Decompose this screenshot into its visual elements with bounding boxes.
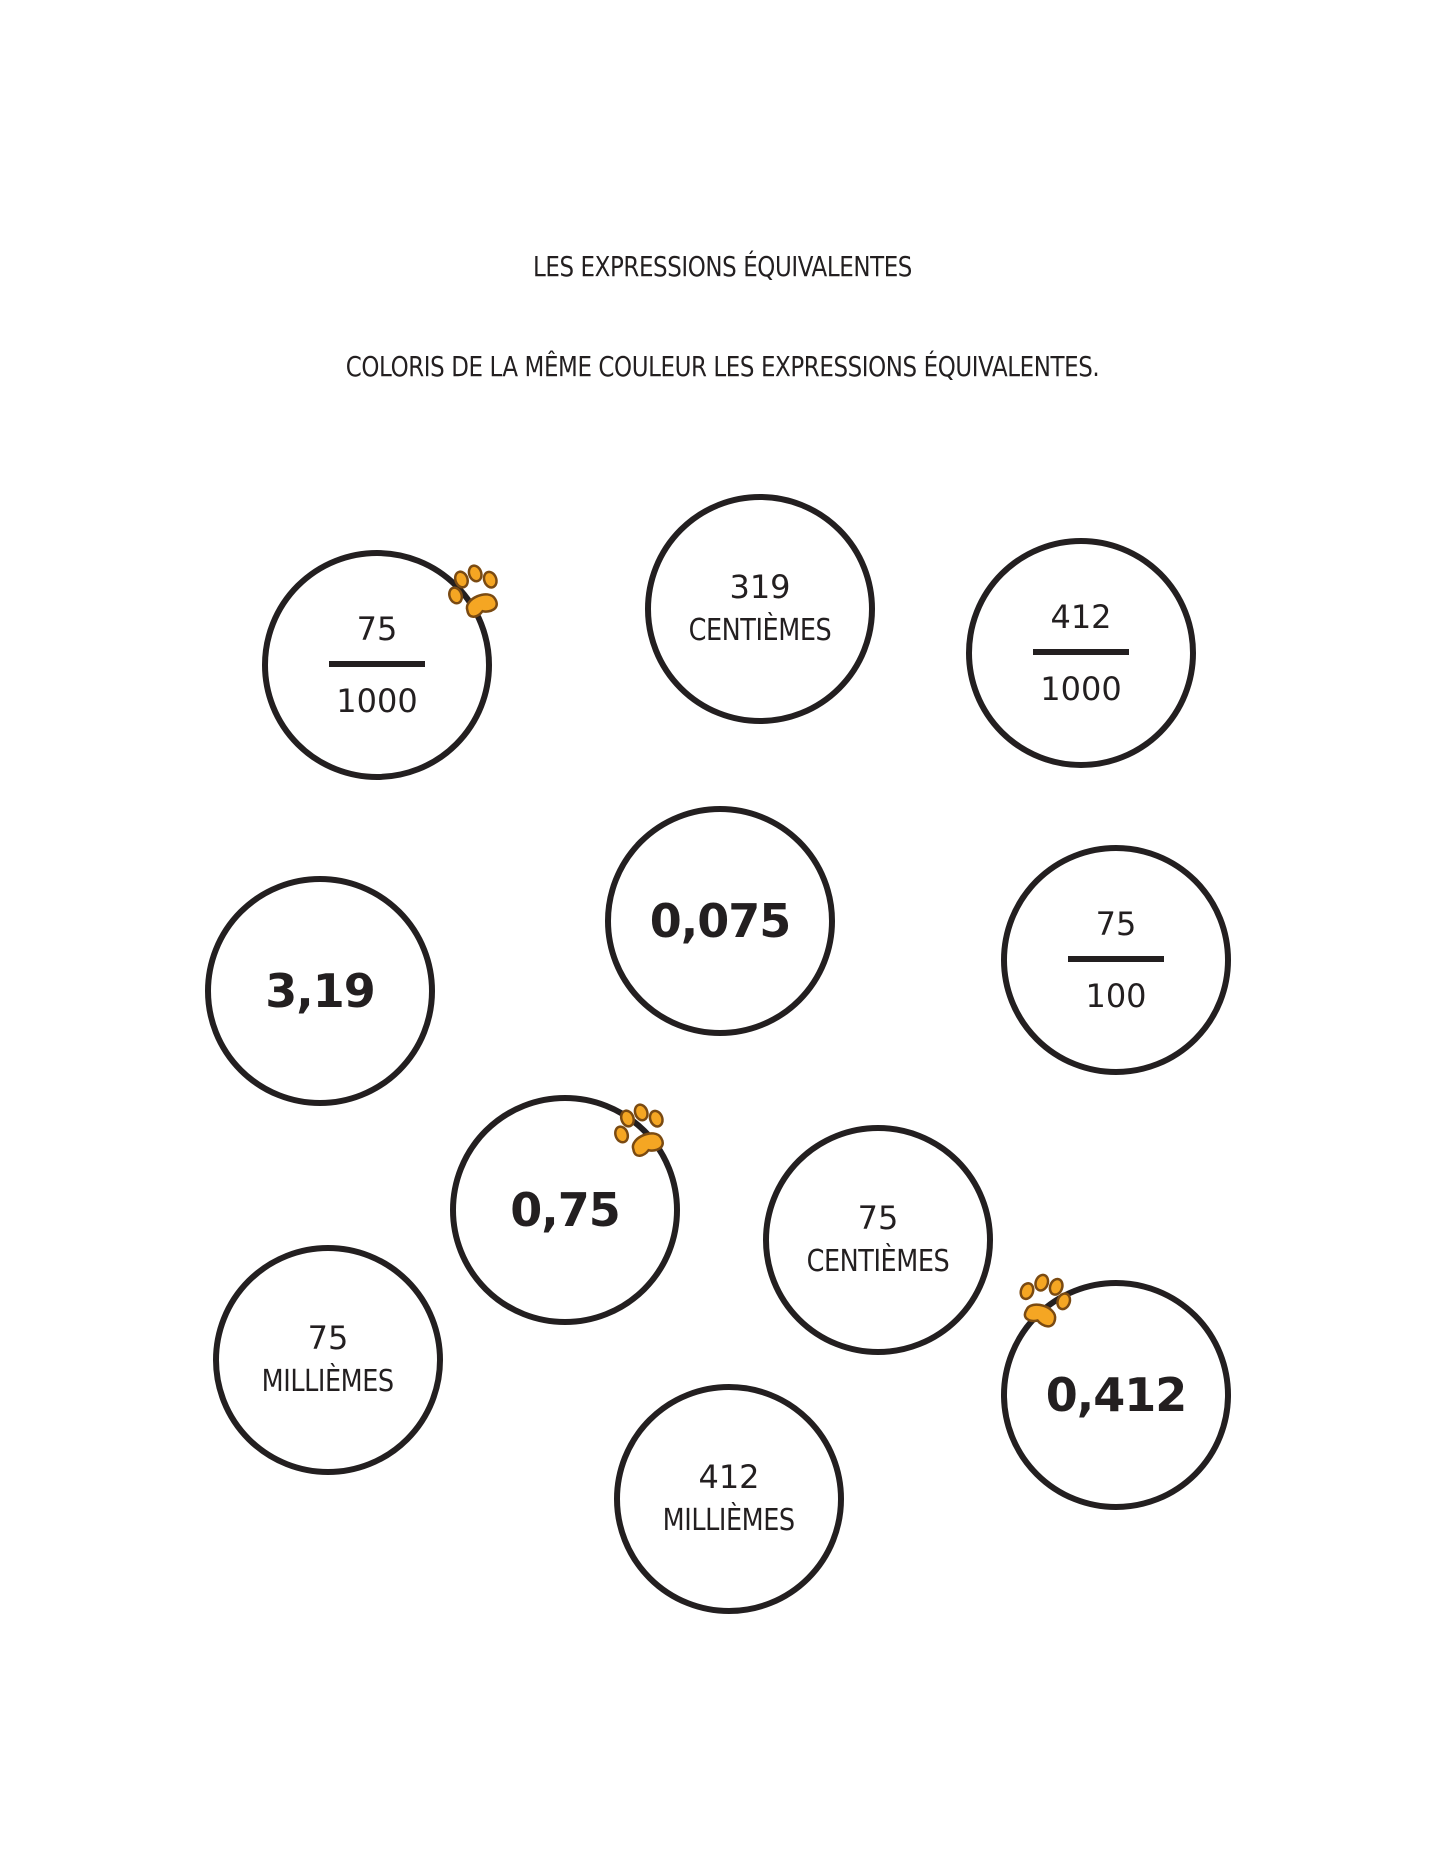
decimal-value: 0,412 bbox=[1045, 1368, 1187, 1422]
circle-words-75-centiemes[interactable] bbox=[763, 1125, 993, 1355]
circle-decimal-0-075[interactable] bbox=[605, 806, 835, 1036]
fraction-bar bbox=[1033, 649, 1129, 655]
instruction-text: COLORIS DE LA MÊME COULEUR LES EXPRESSIONS ÉQUIVALENTES. bbox=[345, 350, 1100, 383]
number-value: 319 bbox=[729, 568, 791, 606]
fraction bbox=[329, 609, 425, 721]
circle-words-412-milliemes[interactable] bbox=[614, 1384, 844, 1614]
decimal-value: 0,75 bbox=[510, 1183, 620, 1237]
fraction-denominator: 100 bbox=[1085, 977, 1147, 1015]
number-words bbox=[250, 1316, 405, 1404]
number-words bbox=[676, 565, 844, 653]
circle-decimal-3-19[interactable] bbox=[205, 876, 435, 1106]
fraction-numerator: 75 bbox=[356, 610, 398, 648]
fraction-numerator: 75 bbox=[1095, 905, 1137, 943]
circle-fraction-412-1000[interactable] bbox=[966, 538, 1196, 768]
fraction-bar bbox=[329, 661, 425, 667]
number-words bbox=[651, 1455, 806, 1543]
fraction-numerator: 412 bbox=[1050, 598, 1112, 636]
paw-print-icon bbox=[1010, 1268, 1080, 1338]
circle-words-75-milliemes[interactable] bbox=[213, 1245, 443, 1475]
paw-print-icon bbox=[608, 1097, 678, 1167]
number-value: 412 bbox=[698, 1458, 760, 1496]
paw-print-icon bbox=[442, 558, 512, 628]
number-unit: MILLIÈMES bbox=[261, 1364, 395, 1399]
decimal-value: 0,075 bbox=[649, 894, 791, 948]
fraction-denominator: 1000 bbox=[336, 682, 418, 720]
decimal-value: 3,19 bbox=[265, 964, 375, 1018]
fraction-denominator: 1000 bbox=[1040, 670, 1122, 708]
number-value: 75 bbox=[857, 1199, 899, 1237]
fraction-bar bbox=[1068, 956, 1164, 962]
number-words bbox=[794, 1196, 962, 1284]
number-unit: CENTIÈMES bbox=[806, 1244, 950, 1279]
circle-fraction-75-100[interactable] bbox=[1001, 845, 1231, 1075]
fraction bbox=[1033, 597, 1129, 709]
fraction bbox=[1068, 904, 1164, 1016]
page-title: LES EXPRESSIONS ÉQUIVALENTES bbox=[533, 250, 912, 283]
number-value: 75 bbox=[307, 1319, 349, 1357]
number-unit: CENTIÈMES bbox=[688, 613, 832, 648]
circle-words-319-centiemes[interactable] bbox=[645, 494, 875, 724]
number-unit: MILLIÈMES bbox=[662, 1503, 796, 1538]
